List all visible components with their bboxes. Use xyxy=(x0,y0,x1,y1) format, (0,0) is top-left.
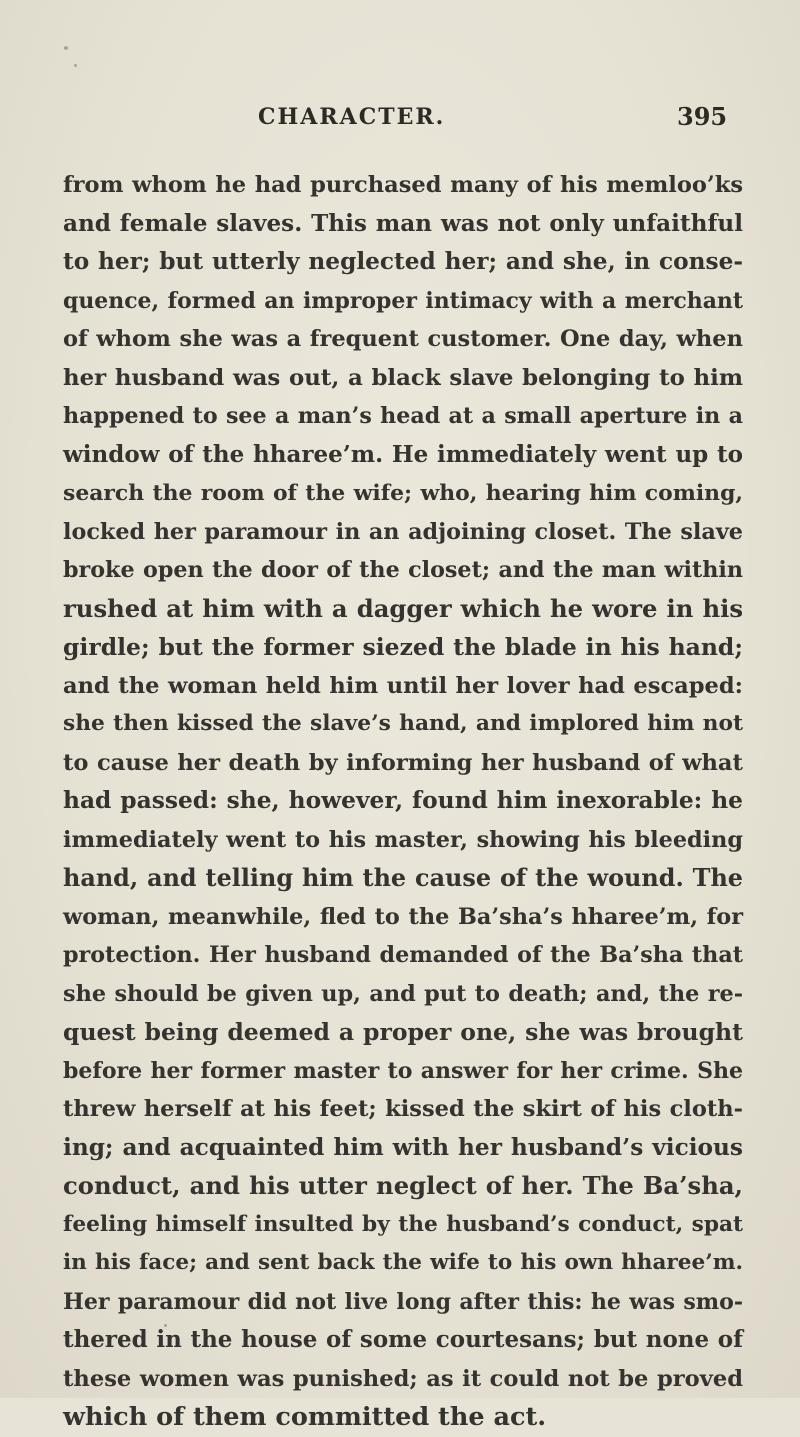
text-line: quest being deemed a proper one, she was brought xyxy=(63,1018,743,1046)
text-line: girdle; but the former siezed the blade in his hand; xyxy=(63,633,743,661)
text-line: protection. Her husband demanded of the Ba’sha that xyxy=(63,942,743,968)
text-line: and the woman held him until her lover had escaped: xyxy=(63,672,743,699)
text-line: before her former master to answer for her crime. She xyxy=(63,1057,743,1084)
text-line: of whom she was a frequent customer. One day, when xyxy=(63,326,743,352)
paper-speck xyxy=(64,46,68,50)
text-line: ing; and acquainted him with her husband’s vicious xyxy=(63,1133,743,1161)
running-head-title: CHARACTER. xyxy=(258,104,446,130)
text-line: thered in the house of some courtesans; but none of xyxy=(63,1326,743,1353)
text-line: she should be given up, and put to death; and, the re- xyxy=(63,980,743,1007)
text-line: she then kissed the slave’s hand, and implored him not xyxy=(63,711,743,736)
text-line: broke open the door of the closet; and the man within xyxy=(63,557,743,583)
text-line: happened to see a man’s head at a small aperture in a xyxy=(63,403,743,429)
body-text xyxy=(63,166,743,1437)
text-line: her husband was out, a black slave belonging to him xyxy=(63,364,743,391)
text-line: conduct, and his utter neglect of her. The Ba’sha, xyxy=(63,1171,743,1200)
text-line: Her paramour did not live long after this: he was smo- xyxy=(63,1288,743,1315)
text-line: locked her paramour in an adjoining closet. The slave xyxy=(63,518,743,545)
text-line: to her; but utterly neglected her; and she, in conse- xyxy=(63,248,743,275)
paper-speck xyxy=(74,64,77,67)
text-line: had passed: she, however, found him inexorable: he xyxy=(63,787,743,814)
page-number: 395 xyxy=(677,102,728,131)
text-line: to cause her death by informing her husband of what xyxy=(63,749,743,776)
text-line: from whom he had purchased many of his memloo’ks xyxy=(63,172,743,198)
text-line: in his face; and sent back the wife to his own hharee’m. xyxy=(63,1250,743,1275)
text-line: these women was punished; as it could not be proved xyxy=(63,1365,743,1392)
running-head xyxy=(0,104,800,144)
text-line: feeling himself insulted by the husband’s conduct, spat xyxy=(63,1211,743,1237)
text-line: window of the hharee’m. He immediately went up to xyxy=(63,440,743,468)
text-line: quence, formed an improper intimacy with a merchant xyxy=(63,287,743,314)
text-line: woman, meanwhile, fled to the Ba’sha’s hharee’m, for xyxy=(63,903,743,930)
text-line: hand, and telling him the cause of the wound. The xyxy=(63,864,743,892)
text-line: immediately went to his master, showing his bleeding xyxy=(63,826,743,853)
text-line: threw herself at his feet; kissed the skirt of his cloth- xyxy=(63,1096,743,1122)
text-line: rushed at him with a dagger which he wore in his xyxy=(63,593,743,623)
text-line: search the room of the wife; who, hearing him coming, xyxy=(63,480,743,506)
text-line: which of them committed the act. xyxy=(63,1402,547,1432)
text-line: and female slaves. This man was not only unfaithful xyxy=(63,209,743,237)
